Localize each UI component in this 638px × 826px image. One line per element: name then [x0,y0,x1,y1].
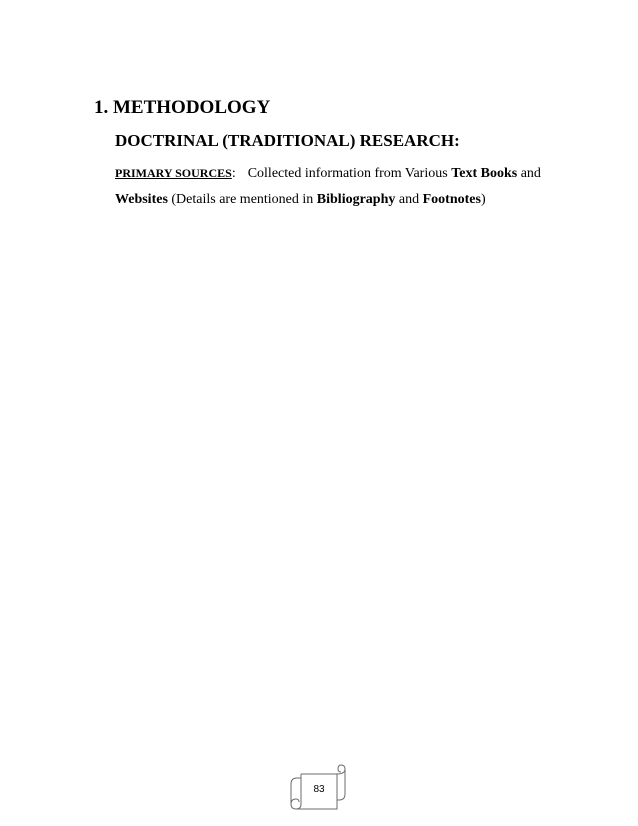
paragraph-text: Collected information from Various [247,166,452,181]
subheading: DOCTRINAL (TRADITIONAL) RESEARCH: [115,131,460,150]
label-colon: : [231,166,236,181]
bold-term-websites: Websites [115,192,168,207]
bold-term-bibliography: Bibliography [316,192,396,207]
page-number: 83 [313,784,325,795]
paragraph-text: and [395,192,423,207]
primary-sources-label: PRIMARY SOURCES [115,166,232,180]
paragraph-text: (Details are mentioned in [167,192,317,207]
paragraph-text: ) [480,192,486,207]
paragraph-line-1 [115,160,575,187]
section-heading: 1. METHODOLOGY [94,97,271,118]
page-number-scroll [285,764,351,814]
bold-term-footnotes: Footnotes [422,192,481,207]
paragraph-line-2 [115,187,575,213]
bold-term-text-books: Text Books [451,166,518,181]
primary-sources-paragraph [115,160,575,213]
paragraph-text: and [517,166,541,181]
